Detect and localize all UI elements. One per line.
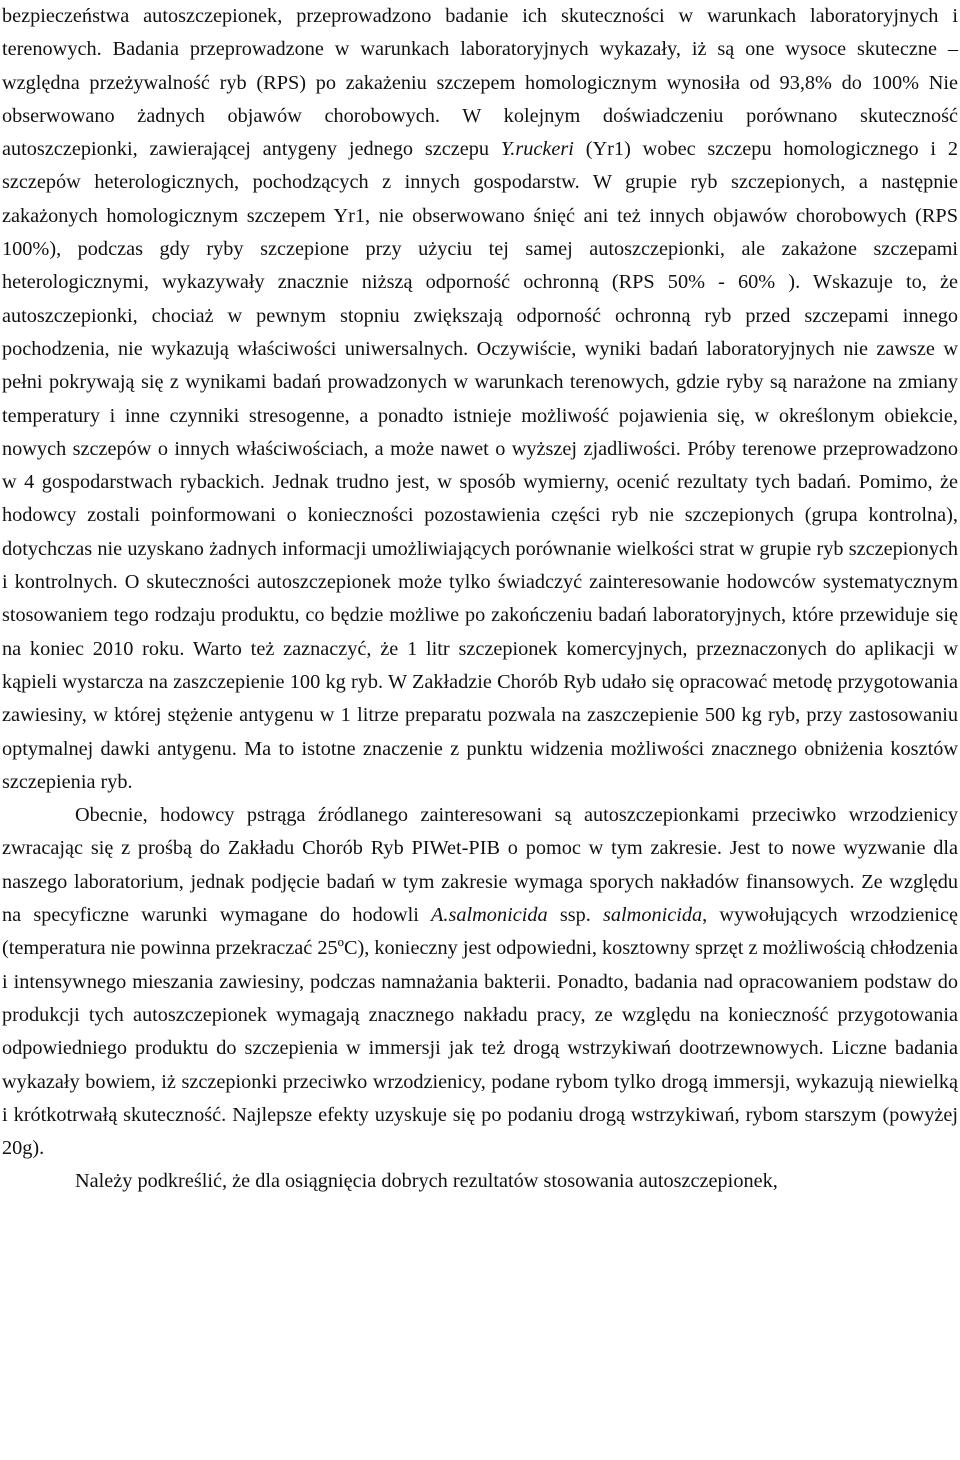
- p1-sentence-8: Jednak trudno jest, w sposób wymierny, ocenić rezultaty tych badań.: [272, 471, 852, 494]
- subspecies-abbreviation: ssp.: [559, 904, 591, 927]
- p1-sentence-11: Warto też zaznaczyć, że 1 litr szczepionek komercyjnych, przeznaczonych do aplikacji w kąpieli wystarcza na zaszczepienie 100 kg ryb.: [2, 637, 958, 693]
- p1-sentence-4: W grupie ryb szczepionych, a następnie zakażonych homologicznym szczepem Yr1, nie obserwowano śnięć ani też innych objawów chorobowych (RPS 100%), podczas gdy ryby szczepione przy użyciu tej samej autoszczepionki, ale zakażone szczepami heterologicznymi, wykazywały znacznie niższą odporność ochronną (RPS 50% - 60% ).: [2, 171, 958, 294]
- p2-sentence-2: Jest to nowe wyzwanie dla naszego laboratorium, jednak podjęcie badań w tym zakresie wymaga sporych nakładów finansowych.: [2, 837, 959, 893]
- p2-sentence-3a: Ze względu na specyficzne warunki wymagane do hodowli: [2, 870, 958, 927]
- p1-sentence-6: Oczywiście, wyniki badań laboratoryjnych nie zawsze w pełni pokrywają się z wynikami badań prowadzonych w warunkach terenowych, gdzie ryby są narażone na zmiany temperatury i inne czynniki stresogenne, a ponadto istnieje możliwość pojawienia się, w określonym obiekcie, nowych szczepów o innych właściwościach, a może nawet o wyższej zjadliwości.: [2, 337, 959, 460]
- p2-sentence-3b: , wywołujących wrzodzienicę (temperatura nie powinna przekraczać 25ºC), konieczny jest odpowiedni, kosztowny sprzęt z możliwością chłodzenia i intensywnego mieszania zawiesiny, podczas namnażania bakterii.: [2, 904, 958, 993]
- p1-sentence-9: Pomimo, że hodowcy zostali poinformowani o konieczności pozostawienia części ryb nie szczepionych (grupa kontrolna), dotychczas nie uzyskano żadnych informacji umożliwiających porównanie wielkości strat w grupie ryb szczepionych i kontrolnych.: [2, 471, 958, 594]
- species-name-a-salmonicida: A.salmonicida: [431, 904, 548, 927]
- p3-sentence-1: Należy podkreślić, że dla osiągnięcia dobrych rezultatów stosowania autoszczepionek,: [75, 1170, 778, 1193]
- p1-sentence-3a: W kolejnym doświadczeniu porównano skuteczność autoszczepionki, zawierającej antygeny jednego szczepu: [2, 104, 958, 161]
- document-page: [2, 0, 958, 1199]
- p1-sentence-13: Ma to istotne znaczenie z punktu widzenia możliwości znacznego obniżenia kosztów szczepienia ryb.: [2, 737, 958, 793]
- p1-sentence-2: Badania przeprowadzone w warunkach laboratoryjnych wykazały, iż są one wysoce skuteczne – względna przeżywalność ryb (RPS) po zakażeniu szczepem homologicznym wynosiła od 93,8% do 100% Nie obserwowano żadnych objawów chorobowych.: [2, 38, 958, 127]
- paragraph-3: [2, 1165, 958, 1198]
- p1-sentence-7: Próby terenowe przeprowadzono w 4 gospodarstwach rybackich.: [2, 437, 959, 494]
- p1-sentence-1: bezpieczeństwa autoszczepionek, przeprowadzono badanie ich skuteczności w warunkach laboratoryjnych i terenowych.: [2, 5, 958, 61]
- paragraph-2: [2, 799, 958, 1165]
- p2-sentence-5: Liczne badania wykazały bowiem, iż szczepionki przeciwko wrzodzienicy, podane rybom tylko drogą immersji, wykazują niewielką i krótkotrwałą skuteczność.: [2, 1037, 958, 1126]
- species-name-y-ruckeri: Y.ruckeri: [500, 138, 574, 161]
- paragraph-1: [2, 0, 958, 799]
- p1-sentence-12: W Zakładzie Chorób Ryb udało się opracować metodę przygotowania zawiesiny, w której stężenie antygenu w 1 litrze preparatu pozwala na zaszczepienie 500 kg ryb, przy zastosowaniu optymalnej dawki antygenu.: [2, 670, 958, 760]
- p2-sentence-6: Najlepsze efekty uzyskuje się po podaniu drogą wstrzykiwań, rybom starszym (powyżej 20g).: [2, 1103, 959, 1160]
- p1-sentence-5: Wskazuje to, że autoszczepionki, chociaż w pewnym stopniu zwiększają odporność ochronną ryb przed szczepami innego pochodzenia, nie wykazują właściwości uniwersalnych.: [2, 271, 958, 360]
- p1-sentence-10: O skuteczności autoszczepionek może tylko świadczyć zainteresowanie hodowców systematycznym stosowaniem tego rodzaju produktu, co będzie możliwe po zakończeniu badań laboratoryjnych, które przewiduje się na koniec 2010 roku.: [2, 571, 958, 660]
- p1-sentence-3b: (Yr1) wobec szczepu homologicznego i 2 szczepów heterologicznych, pochodzących z innych gospodarstw.: [2, 138, 959, 194]
- subspecies-name-salmonicida: salmonicida: [603, 904, 703, 927]
- p2-sentence-4: Ponadto, badania nad opracowaniem podstaw do produkcji tych autoszczepionek wymagają znacznego nakładu pracy, ze względu na konieczność przygotowania odpowiedniego produktu do szczepienia w immersji jak też drogą wstrzykiwań dootrzewnowych.: [2, 970, 958, 1060]
- p2-sentence-1: Obecnie, hodowcy pstrąga źródlanego zainteresowani są autoszczepionkami przeciwko wrzodzienicy zwracając się z prośbą do Zakładu Chorób Ryb PIWet-PIB o pomoc w tym zakresie.: [2, 804, 958, 860]
